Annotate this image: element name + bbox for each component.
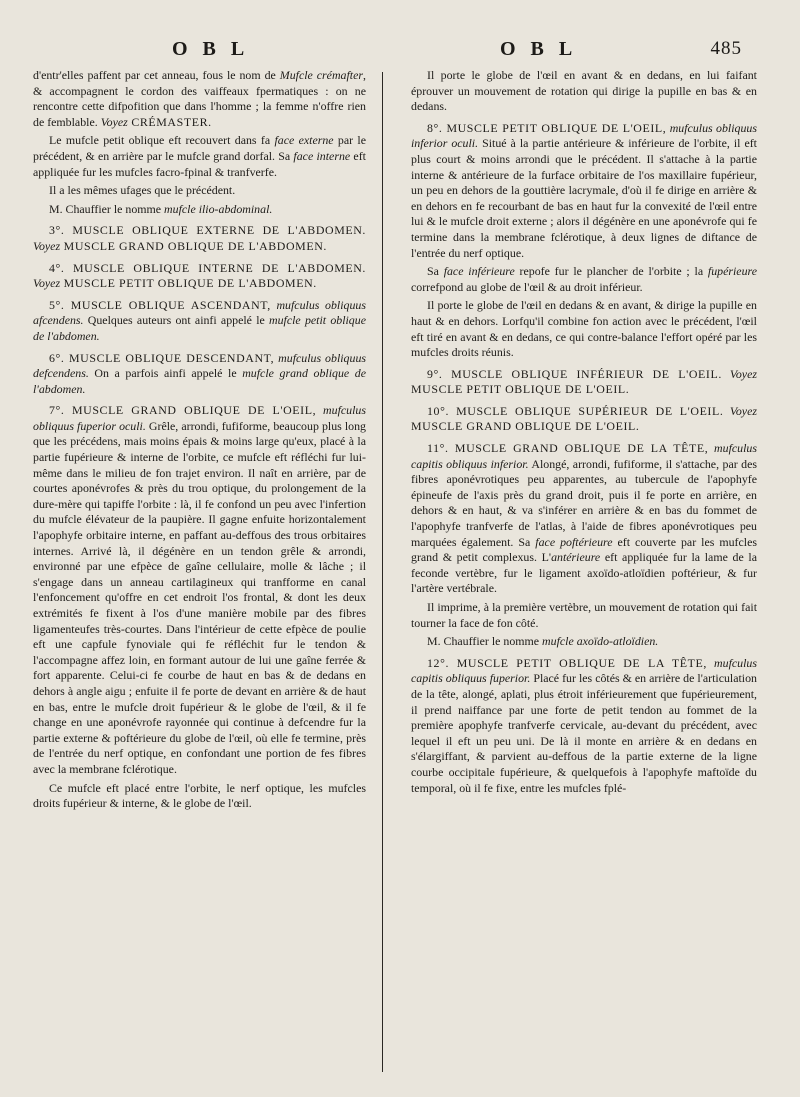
paragraph: Il imprime, à la première vertèbre, un mouvement de rotation qui fait tourner la face de fon côté. — [411, 600, 757, 630]
paragraph: M. Chauffier le nomme mufcle axoïdo-atloïdien. — [427, 634, 659, 649]
paragraph: Il a les mêmes ufages que le précédent. — [49, 183, 236, 198]
paragraph: Ce mufcle eft placé entre l'orbite, le nerf optique, les mufcles droits fupérieur & interne, & le globe de l'œil. — [33, 780, 366, 811]
entry-title: 8°. MUSCLE PETIT OBLIQUE DE L'OEIL, — [427, 120, 667, 135]
entry-title: 11°. MUSCLE GRAND OBLIQUE DE LA TÊTE, — [427, 441, 709, 456]
paragraph: Le mufcle petit oblique eft recouvert dans fa face externe par le précédent, & en arrière par le mufcle grand dorfal. Sa face interne eft appliquée fur les mufcles facro-fpinal & tranfverfe. — [33, 133, 366, 179]
entry-title: 10°. MUSCLE OBLIQUE SUPÉRIEUR DE L'OEIL. — [427, 403, 724, 418]
entry-title: 5°. MUSCLE OBLIQUE ASCENDANT, — [49, 297, 271, 312]
entry-title: 6°. MUSCLE OBLIQUE DESCENDANT, — [49, 350, 275, 365]
paragraph: M. Chauffier le nomme mufcle ilio-abdominal. — [49, 201, 273, 216]
entry-5: 5°. MUSCLE OBLIQUE ASCENDANT, mufculus obliquus afcendens. Quelques auteurs ont ainfi appelé le mufcle petit oblique de l'abdomen. — [33, 297, 366, 343]
running-head-left: O B L — [172, 38, 250, 60]
entry-7: 7°. MUSCLE GRAND OBLIQUE DE L'OEIL, mufculus obliquus fuperior oculi. Grêle, arrondi, fufiforme, beaucoup plus long que les précédens, mais moins épais & moins large qu'eux, placé à la partie fupérieure & interne de l'orbite, ce mufcle eft réfléchi fur lui-même dans le milieu de fon trajet environ. Il naît en arrière, par de courtes aponévrofes & près du trou optique, du prolongement de la dure-mère qui tapiffe l'orbite : là, il fe confond un peu avec l'infertion du mufcle élévateur de la paupière. Il gagne enfuite horizontalement l'apophyfe orbitaire interne, en paffant au-deffous des trous orbitaires internes. Arrivé là, il dégénère en un tendon grêle & arrondi, environné par une efpèce de gaîne cellulaire, molle & lâche ; il s'engage dans un anneau cartilagineux qui tranfforme en canal l'enfoncement qu'offre en cet endroit l'os frontal, & dont les deux extrémités fe fixent à l'os d'une manière mobile par des fibres ligamenteufes très-courtes. Dans l'intérieur de cette efpèce de poulie eft une capfule fynoviale qui fe réfléchit fur le tendon & l'accompagne affez loin, en formant autour de lui une gaîne ferrée & fort apparente. Celui-ci fe courbe de haut en bas & de dedans en dehors à angle aigu ; enfuite il fe porte de devant en arrière & de haut en bas, entre le mufcle droit fupérieur & le globe de l'œil, & il fe change en une aponévrofe rayonnée qui continue à defcendre fur la partie externe & poftérieure du globe de l'œil, où elle fe termine, près de l'entrée du nerf optique, en confondant une portion de fes fibres avec la membrane fclérotique. — [33, 403, 366, 776]
entry-12: 12°. MUSCLE PETIT OBLIQUE DE LA TÊTE, mufculus capitis obliquus fuperior. Placé fur les côtés & en arrière de l'articulation de la tête, alongé, aplati, plus étroit inférieurement que fupérieurement, il prend naiffance par une forte de petit tendon au fommet de la première apophyfe tranfverfe cervicale, au-devant du précédent, avec lequel il eft un peu uni. De là il monte en arrière & en dedans en s'élargiffant, & parvient au-deffous de la partie externe de la ligne courbe occipitale fupérieure, & quelquefois à l'apophyfe maftoïde du temporal, où il fe fixe, entre les mufcles fplé- — [411, 655, 757, 795]
paragraph: Il porte le globe de l'œil en avant & en dedans, en lui faifant éprouver un mouvement de rotation qui dirige la pupille en bas & en dedans. — [411, 68, 757, 114]
paragraph: Il porte le globe de l'œil en dedans & en avant, & dirige la pupille en haut & en dehors. Lorfqu'il combine fon action avec le précédent, l'œil eft tiré en avant & en dedans, ce qui contre-balance l'effort opéré par les mufcles droits réunis. — [411, 298, 757, 360]
entry-title: 7°. MUSCLE GRAND OBLIQUE DE L'OEIL, — [49, 403, 317, 418]
entry-title: 12°. MUSCLE PETIT OBLIQUE DE LA TÊTE, — [427, 655, 707, 670]
running-head-right: O B L — [500, 38, 578, 60]
entry-8: 8°. MUSCLE PETIT OBLIQUE DE L'OEIL, mufculus obliquus inferior oculi. Situé à la partie antérieure & inférieure de l'orbite, il eft plus court & moins arrondi que le précédent. Il s'attache à la partie interne & antérieure de la furface orbitaire de l'os maxillaire fupérieur, un peu en dehors de la gouttière lacrymale, d'où il fe dirige en arrière & en dehors en fe recourbant de bas en haut fur la convexité de l'œil entre lui & le mufcle droit externe ; alors il dégénère en une aponévrofe qui fe termine dans la membrane fclérotique, à deux lignes de diftance de l'entrée du nerf optique. — [411, 120, 757, 260]
entry-title: 9°. MUSCLE OBLIQUE INFÉRIEUR DE L'OEIL. — [427, 366, 722, 381]
entry-4: 4°. MUSCLE OBLIQUE INTERNE DE L'ABDOMEN. Voyez MUSCLE PETIT OBLIQUE DE L'ABDOMEN. — [33, 260, 366, 291]
entry-3: 3°. MUSCLE OBLIQUE EXTERNE DE L'ABDOMEN. Voyez MUSCLE GRAND OBLIQUE DE L'ABDOMEN. — [33, 223, 366, 253]
entry-title: 4°. MUSCLE OBLIQUE INTERNE DE L'ABDOMEN. — [49, 260, 366, 275]
paragraph: d'entr'elles paffent par cet anneau, fous le nom de Mufcle crémafter, & accompagnent le cordon des vaiffeaux fpermatiques : on ne rencontre cette difpofition que dans l'homme ; la femme n'offre rien de femblable. Voyez CRÉMASTER. — [33, 68, 366, 129]
left-column — [33, 68, 366, 815]
entry-6: 6°. MUSCLE OBLIQUE DESCENDANT, mufculus obliquus defcendens. On a parfois ainfi appelé le mufcle grand oblique de l'abdomen. — [33, 350, 367, 396]
entry-9: 9°. MUSCLE OBLIQUE INFÉRIEUR DE L'OEIL. Voyez MUSCLE PETIT OBLIQUE DE L'OEIL. — [411, 366, 757, 397]
entry-10: 10°. MUSCLE OBLIQUE SUPÉRIEUR DE L'OEIL. Voyez MUSCLE GRAND OBLIQUE DE L'OEIL. — [411, 403, 757, 434]
right-column — [411, 68, 757, 799]
page-number: 485 — [710, 38, 742, 59]
entry-11: 11°. MUSCLE GRAND OBLIQUE DE LA TÊTE, mufculus capitis obliquus inferior. Alongé, arrondi, fufiforme, il s'attache, par des fibres aponévrotiques peu apparentes, au tubercule de l'apophyfe épineufe de l'axis près du grand droit, puis il fe porte en arrière, en dehors & en haut, & va s'inférer en arrière & en bas du fommet de l'apophyfe tranfverfe de l'atlas, à l'aide de fibres aponévrotiques peu marquées également. Sa face poftérieure eft couverte par les mufcles grand & petit complexus. L'antérieure eft appliquée fur la lame de la feconde vertèbre, fur le ligament axoïdo-atloïdien poftérieur, & fur l'artère vertébrale. — [411, 441, 758, 596]
entry-title: 3°. MUSCLE OBLIQUE EXTERNE DE L'ABDOMEN. — [49, 223, 366, 238]
paragraph: Sa face inférieure repofe fur le plancher de l'orbite ; la fupérieure correfpond au globe de l'œil & au droit inférieur. — [411, 264, 757, 294]
column-divider — [382, 72, 383, 1072]
